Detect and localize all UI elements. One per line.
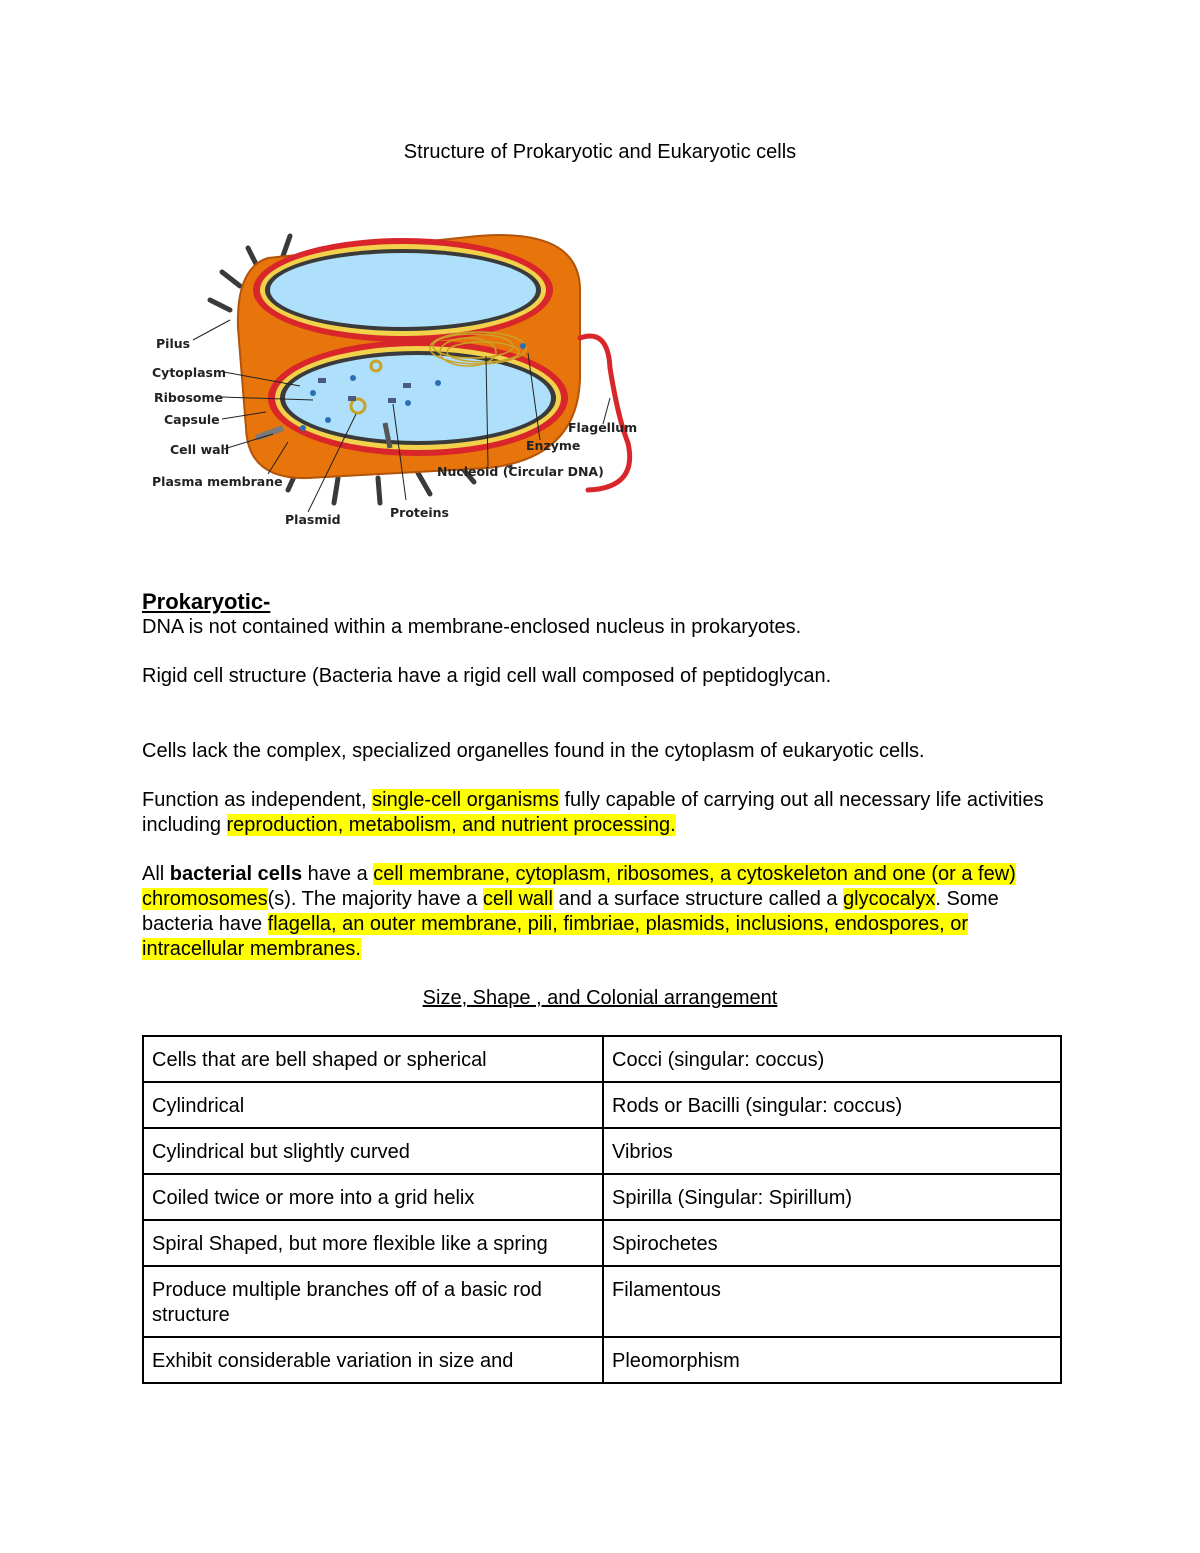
cell-illustration <box>148 228 648 538</box>
text: and a surface structure called a <box>552 888 844 910</box>
paragraph-function <box>142 788 1062 838</box>
label-nucleoid: Nucleoid (Circular DNA) <box>437 464 604 479</box>
label-cytoplasm: Cytoplasm <box>152 365 227 380</box>
bold-text: bacterial cells <box>169 863 303 885</box>
paragraph-dna: DNA is not contained within a membrane-enclosed nucleus in prokaryotes. <box>142 616 802 638</box>
text: All <box>142 863 170 885</box>
highlight: glycocalyx <box>843 888 936 910</box>
table-cell-name: Pleomorphism <box>603 1337 1061 1383</box>
table-row <box>143 1174 1061 1220</box>
paragraph-bacterial-cells <box>142 862 1062 962</box>
label-ribosome: Ribosome <box>154 390 223 405</box>
table-row <box>143 1266 1061 1337</box>
text: Function as independent, <box>142 789 373 811</box>
highlight: single-cell organisms <box>372 789 559 811</box>
label-capsule: Capsule <box>164 412 220 427</box>
label-plasma-membrane: Plasma membrane <box>152 474 283 489</box>
paragraph-organelles: Cells lack the complex, specialized organelles found in the cytoplasm of eukaryotic cells. <box>142 740 925 762</box>
highlight: cell membrane, cytoplasm, ribosomes, a cytoskeleton and one (or a few) chromosomes <box>142 863 1016 910</box>
text: (s). The majority have a <box>267 888 483 910</box>
table-row <box>143 1036 1061 1082</box>
table-cell-name: Spirilla (Singular: Spirillum) <box>603 1174 1061 1220</box>
text: . Some bacteria have <box>142 888 999 935</box>
label-cell-wall: Cell wall <box>170 442 230 457</box>
section-heading-prokaryotic: Prokaryotic- <box>142 589 271 614</box>
shape-table <box>142 1035 1062 1384</box>
label-flagellum: Flagellum <box>568 420 638 435</box>
table-title: Size, Shape , and Colonial arrangement <box>422 987 778 1009</box>
table-cell-description: Spiral Shaped, but more flexible like a spring <box>143 1220 603 1266</box>
text: fully capable of carrying out all necessary life activities including <box>142 789 1044 836</box>
table-row <box>143 1082 1061 1128</box>
table-cell-description: Cylindrical <box>143 1082 603 1128</box>
table-cell-name: Rods or Bacilli (singular: coccus) <box>603 1082 1061 1128</box>
highlight: cell wall <box>482 888 553 910</box>
label-enzyme: Enzyme <box>526 438 581 453</box>
highlight: flagella, an outer membrane, pili, fimbriae, plasmids, inclusions, endospores, or intracellular membranes. <box>142 913 968 960</box>
label-pilus: Pilus <box>156 336 191 351</box>
table-row <box>143 1220 1061 1266</box>
table-row <box>143 1128 1061 1174</box>
label-proteins: Proteins <box>390 505 449 520</box>
paragraph-rigid-structure: Rigid cell structure (Bacteria have a rigid cell wall composed of peptidoglycan. <box>142 665 832 687</box>
table-cell-description: Cells that are bell shaped or spherical <box>143 1036 603 1082</box>
table-cell-description: Exhibit considerable variation in size and <box>143 1337 603 1383</box>
table-cell-name: Cocci (singular: coccus) <box>603 1036 1061 1082</box>
prokaryotic-cell-diagram <box>148 228 648 538</box>
table-cell-name: Spirochetes <box>603 1220 1061 1266</box>
table-cell-description: Coiled twice or more into a grid helix <box>143 1174 603 1220</box>
cytoplasm-top <box>270 253 536 327</box>
table-cell-name: Vibrios <box>603 1128 1061 1174</box>
table-cell-description: Produce multiple branches off of a basic rod structure <box>143 1266 603 1337</box>
text: have a <box>302 863 374 885</box>
table-cell-description: Cylindrical but slightly curved <box>143 1128 603 1174</box>
cytoplasm-bottom <box>285 355 551 441</box>
table-row <box>143 1337 1061 1383</box>
highlight: reproduction, metabolism, and nutrient processing. <box>226 814 676 836</box>
label-plasmid: Plasmid <box>285 512 341 527</box>
table-cell-name: Filamentous <box>603 1266 1061 1337</box>
page-title: Structure of Prokaryotic and Eukaryotic cells <box>403 141 797 163</box>
